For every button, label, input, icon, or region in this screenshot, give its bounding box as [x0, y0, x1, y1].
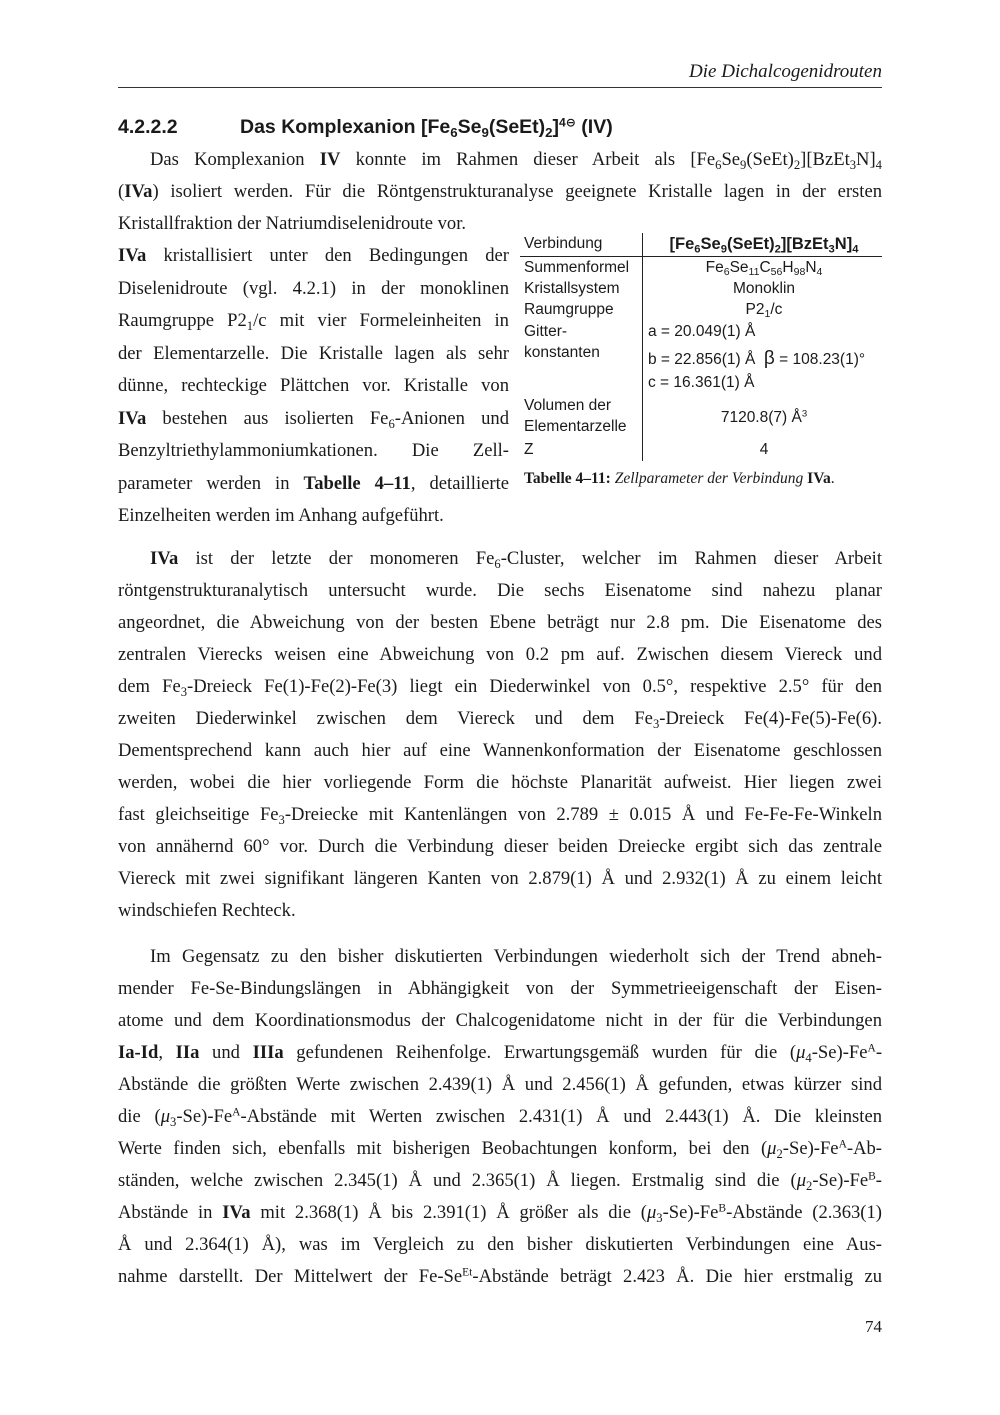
text-line: Ia-Id, IIa und IIIa gefundenen Reihenfolge. Erwartungsgemäß wurden für die $(\mu_4-Se)-Fe^A-$ [118, 1042, 883, 1065]
text-line: windschiefen Rechteck. [118, 900, 296, 921]
left-column-text [118, 240, 509, 533]
text-line: zentralen Vierecks weisen eine Abweichung von 0.2 pm auf. Zwischen diesem Viereck und [118, 644, 882, 665]
text-line: Benzyltriethylammoniumkationen. Die Zell- [118, 440, 509, 461]
text-line: Das Komplexanion IV konnte im Rahmen dieser Arbeit als $[Fe_6Se_9(SeEt)_2][BzEt_3N]_4$ [150, 149, 882, 172]
text-line: die $(\mu_3-Se)-Fe^A$-Abstände mit Werten zwischen 2.431(1) Å und 2.443(1) Å. Die kleinsten [118, 1106, 882, 1129]
table-col-header: Verbindung [524, 235, 603, 252]
text-line: parameter werden in Tabelle 4–11, detaillierte [118, 472, 510, 494]
text-line: Abstände die größten Werte zwischen 2.439(1) Å und 2.456(1) Å gefunden, etwas kürzer sind [118, 1074, 882, 1095]
text-line: Im Gegensatz zu den bisher diskutierten Verbindungen wiederholt sich der Trend abneh- [150, 946, 882, 967]
beta-symbol: β [763, 348, 775, 369]
text-line: Werte finden sich, ebenfalls mit bisherigen Beobachtungen konform, bei den $(\mu_2-Se)-Fe^A-Ab-$ [118, 1138, 882, 1161]
cell-volume: 7120.8(7) $Å^3$ [720, 408, 808, 426]
text-line: fast gleichseitige $Fe_3$-Dreiecke mit Kantenlängen von 2.789 ± 0.015 Å und Fe-Fe-Fe-Winkeln [118, 804, 882, 827]
text-line: Abstände in IVa mit 2.368(1) Å bis 2.391(1) Å größer als die $(\mu_3-Se)-Fe^B$-Abstände (2.363(1) [118, 1202, 882, 1225]
section-number: 4.2.2.2 [118, 116, 178, 138]
text-line: ständen, welche zwischen 2.345(1) Å und 2.365(1) Å liegen. Erstmalig sind die $(\mu_2-Se)-Fe^B-$ [118, 1170, 882, 1193]
text-line: Viereck mit zwei signifikant längeren Kanten von 2.879(1) Å und 2.932(1) Å zu einem leicht [118, 868, 882, 889]
table-caption: Tabelle 4–11: Zellparameter der Verbindung IVa. [524, 470, 835, 487]
page-number: 74 [865, 1317, 882, 1336]
text-line: IVa kristallisiert unter den Bedingungen der [118, 245, 509, 266]
text-line: der Elementarzelle. Die Kristalle lagen als sehr [118, 342, 509, 364]
text-line: Å und 2.364(1) Å), was im Vergleich zu den bisher diskutierten Verbindungen eine Aus- [118, 1234, 882, 1255]
text-line: Raumgruppe $P2_1/c$ mit vier Formeleinheiten in [118, 310, 509, 333]
table-compound: $[Fe_6Se_9(SeEt)_2][BzEt_3N]_4$ [669, 235, 859, 256]
text-line: röntgenstrukturanalytisch untersucht wurde. Die sechs Eisenatome sind nahezu planar [118, 580, 882, 601]
text-line: dünne, rechteckige Plättchen vor. Kristalle von [118, 375, 509, 396]
text-line: IVa ist der letzte der monomeren $Fe_6$-Cluster, welcher im Rahmen dieser Arbeit [150, 548, 882, 571]
text-line: mender Fe-Se-Bindungslängen in Abhängigkeit von der Symmetrieeigenschaft der Eisen- [118, 978, 882, 999]
table-column-divider [642, 233, 643, 461]
space-group: $P2_1/c$ [745, 301, 783, 321]
text-line: werden, wobei die hier vorliegende Form die höchste Planarität aufweist. Hier liegen zwei [118, 772, 882, 793]
text-line: Diselenidroute (vgl. 4.2.1) in der monoklinen [118, 277, 509, 299]
text-line: Dementsprechend kann auch hier auf eine Wannenkonformation der Eisenatome geschlossen [118, 740, 882, 761]
text-line: dem $Fe_3$-Dreieck Fe(1)-Fe(2)-Fe(3) liegt ein Diederwinkel von 0.5°, respektive 2.5° für den [118, 676, 882, 699]
text-line: atome und dem Koordinationsmodus der Chalcogenidatome nicht in der für die Verbindungen [118, 1010, 882, 1031]
paragraph-2 [118, 543, 882, 927]
text-line: von annähernd 60° vor. Durch die Verbindung dieser beiden Dreiecke ergibt sich das zentrale [118, 836, 882, 857]
table-header-rule [520, 256, 882, 257]
section-heading [118, 114, 882, 140]
text-line: Kristallfraktion der Natriumdiselenidroute vor. [118, 213, 467, 234]
document-page: Die Dichalcogenidrouten 4.2.2.2 Das Komplexanion $[Fe_6Se_9(SeEt)_2]^{4⊖}$ (IV) Das Komplexanion IV konnte im Rahmen dieser Arbeit als $[Fe_6Se_9(SeEt)_2][BzEt_3N]_4$ (IVa) isoliert werden. Für die Röntgenstrukturanalyse geeignete Kristalle lagen in der ersten Kristallfraktion der Natriumdiselenidroute vor. IVa kristallisiert unter den Bedingungen der Diselenidroute (vgl. 4.2.1) in der monoklinen Raumgruppe $P2_1/c$ mit vier Formeleinheiten in der Elementarzelle. Die Kristalle lagen als sehr dünne, rechteckige Plättchen vor. Kristalle von IVa bestehen aus isolierten $Fe_6$-Anionen und Benzyltriethylammoniumkationen. Die Zell- parameter werden in Tabelle 4–11, detaillierte Einzelheiten werden im Anhang aufgeführt. Verbindung $[Fe_6Se_9(SeEt)_2][BzEt_3N]_4$ Summenformel $Fe_6Se_{11}C_{56}H_{98}N_4$ Kristallsystem Monoklin Raumgruppe $P2_1/c$ Gitter- a = 20.049(1) Å konstanten b = 22.856(1) Å β = 108.23(1)° c = 16.361(1) Å Volumen der 7120.8(7) $Å^3$ Elementarzelle Z 4 Tabelle 4–11: Zellparameter der Verbindung IVa. IVa ist der letzte der monomeren $Fe_6$-Cluster, welcher im Rahmen dieser Arbeit röntgenstrukturanalytisch untersucht wurde. Die sechs Eisenatome sind nahezu planar angeordnet, die Abweichung von der besten Ebene beträgt nur 2.8 pm. Die Eisenatome des zentralen Vierecks weisen eine Abweichung von 0.2 pm auf. Zwischen diesem Viereck und dem $Fe_3$-Dreieck Fe(1)-Fe(2)-Fe(3) liegt ein Diederwinkel von 0.5°, respektive 2.5° für den zweiten Diederwinkel zwischen dem Viereck und dem $Fe_3$-Dreieck Fe(4)-Fe(5)-Fe(6). Dementsprechend kann auch hier auf eine Wannenkonformation der Eisenatome geschlossen werden, wobei die hier vorliegende Form die höchste Planarität aufweist. Hier liegen zwei fast gleichseitige $Fe_3$-Dreiecke mit Kantenlängen von 2.789 ± 0.015 Å und Fe-Fe-Fe-Winkeln von annähernd 60° vor. Durch die Verbindung dieser beiden Dreiecke ergibt sich das zentrale Viereck mit zwei signifikant längeren Kanten von 2.879(1) Å und 2.932(1) Å zu einem leicht windschiefen Rechteck. Im Gegensatz zu den bisher diskutierten Verbindungen wiederholt sich der Trend abneh- mender Fe-Se-Bindungslängen in Abhängigkeit von der Symmetrieeigenschaft der Eisen- atome und dem Koordinationsmodus der Chalcogenidatome nicht in der für die Verbindungen Ia-Id, IIa und IIIa gefundenen Reihenfolge. Erwartungsgemäß wurden für die $(\mu_4-Se)-Fe^A-$ Abstände die größten Werte zwischen 2.439(1) Å und 2.456(1) Å gefunden, etwas kürzer sind die $(\mu_3-Se)-Fe^A$-Abstände mit Werten zwischen 2.431(1) Å und 2.443(1) Å. Die kleinsten Werte finden sich, ebenfalls mit bisherigen Beobachtungen konform, bei den $(\mu_2-Se)-Fe^A-Ab-$ ständen, welche zwischen 2.345(1) Å und 2.365(1) Å liegen. Erstmalig sind die $(\mu_2-Se)-Fe^B-$ Abstände in IVa mit 2.368(1) Å bis 2.391(1) Å größer als die $(\mu_3-Se)-Fe^B$-Abstände (2.363(1) Å und 2.364(1) Å), was im Vergleich zu den bisher diskutierten Verbindungen eine Aus- nahme darstellt. Der Mittelwert der $Fe-Se^{Et}$-Abstände beträgt 2.423 Å. Die hier erstmalig zu 74 [118, 61, 883, 1336]
text-line: (IVa) isoliert werden. Für die Röntgenstrukturanalyse geeignete Kristalle lagen in der ersten [118, 181, 882, 202]
paragraph-3 [118, 941, 882, 1293]
text-line: IVa bestehen aus isolierten $Fe_6$-Anionen und [118, 407, 510, 431]
text-line: nahme darstellt. Der Mittelwert der $Fe-Se^{Et}$-Abstände beträgt 2.423 Å. Die hier erstmalig zu [118, 1266, 882, 1287]
text-line: angeordnet, die Abweichung von der besten Ebene beträgt nur 2.8 pm. Die Eisenatome des [118, 612, 882, 633]
running-header: Die Dichalcogenidrouten [689, 61, 882, 82]
text-line: zweiten Diederwinkel zwischen dem Viereck und dem $Fe_3$-Dreieck Fe(4)-Fe(5)-Fe(6). [118, 708, 882, 731]
text-line: Einzelheiten werden im Anhang aufgeführt. [118, 505, 444, 526]
sum-formula: $Fe_6Se_{11}C_{56}H_{98}N_4$ [705, 259, 823, 279]
intro-paragraph [118, 144, 882, 240]
section-title: Das Komplexanion $[Fe_6Se_9(SeEt)_2]^{4⊖}$ (IV) [240, 115, 613, 140]
header-rule [118, 87, 882, 88]
